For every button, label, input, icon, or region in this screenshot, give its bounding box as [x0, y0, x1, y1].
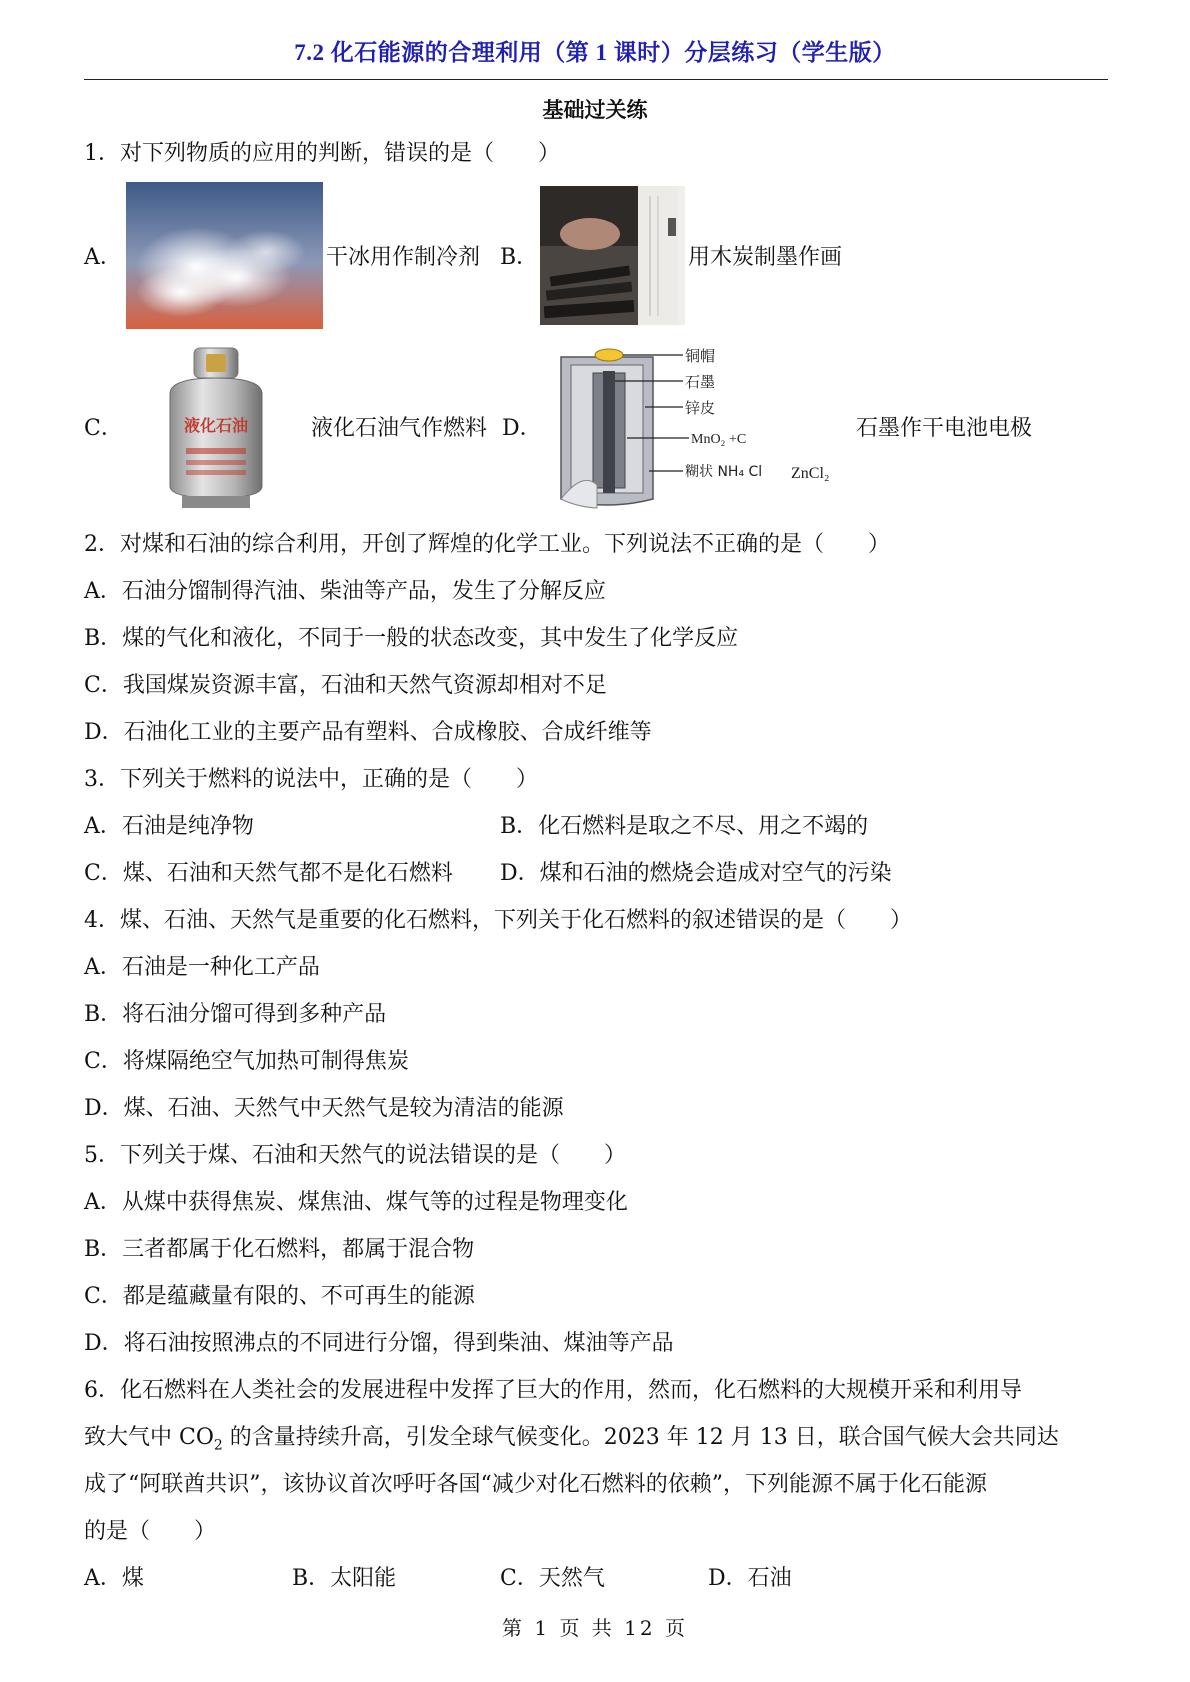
q6-option-c: C．天然气 [500, 1566, 605, 1591]
q4-stem: 4．煤、石油、天然气是重要的化石燃料，下列关于化石燃料的叙述错误的是（ ） [84, 908, 912, 933]
q2-option-d: D．石油化工业的主要产品有塑料、合成橡胶、合成纤维等 [84, 720, 652, 745]
section-title: 基础过关练 [542, 98, 648, 122]
q1-option-c-text: 液化石油气作燃料 [311, 416, 488, 441]
q5-option-b: B．三者都属于化石燃料，都属于混合物 [84, 1237, 475, 1262]
label-zncl2: ZnCl₂ [791, 465, 830, 482]
q2-option-c: C．我国煤炭资源丰富，石油和天然气资源却相对不足 [84, 673, 607, 698]
q5-option-c: C．都是蕴藏量有限的、不可再生的能源 [84, 1284, 475, 1309]
dry-battery-diagram [553, 343, 853, 511]
q3-option-c: C．煤、石油和天然气都不是化石燃料 [84, 861, 453, 886]
page-title: 7.2 化石能源的合理利用（第 1 课时）分层练习（学生版） [294, 40, 896, 65]
q3-option-d: D．煤和石油的燃烧会造成对空气的污染 [500, 861, 892, 886]
label-mno2-c: MnO₂ +C [691, 432, 747, 447]
q3-option-b: B．化石燃料是取之不尽、用之不竭的 [500, 814, 869, 839]
q1-option-a-label: A． [84, 245, 122, 270]
q2-option-a: A．石油分馏制得汽油、柴油等产品，发生了分解反应 [84, 579, 606, 604]
q1-option-b-label: B． [500, 245, 539, 270]
label-graphite: 石墨 [685, 373, 716, 391]
q2-option-b: B．煤的气化和液化，不同于一般的状态改变，其中发生了化学反应 [84, 626, 739, 651]
q1-option-d-label: D． [502, 416, 542, 441]
charcoal-drawing-image [540, 186, 685, 325]
q6-stem-line-3: 成了“阿联酋共识”，该协议首次呼吁各国“减少对化石燃料的依赖”，下列能源不属于化石能源 [84, 1472, 987, 1497]
q5-option-a: A．从煤中获得焦炭、煤焦油、煤气等的过程是物理变化 [84, 1190, 628, 1215]
q5-stem: 5．下列关于煤、石油和天然气的说法错误的是（ ） [84, 1143, 626, 1168]
q4-option-b: B．将石油分馏可得到多种产品 [84, 1002, 387, 1027]
q6-stem-line-4: 的是（ ） [84, 1519, 217, 1544]
header-divider [84, 79, 1108, 80]
q6-option-b: B．太阳能 [292, 1566, 397, 1591]
lpg-tank-image [160, 346, 272, 510]
label-copper-cap: 铜帽 [685, 347, 716, 365]
q4-option-d: D．煤、石油、天然气中天然气是较为清洁的能源 [84, 1096, 564, 1121]
q6-option-a: A．煤 [84, 1566, 144, 1591]
q2-stem: 2．对煤和石油的综合利用，开创了辉煌的化学工业。下列说法不正确的是（ ） [84, 532, 890, 557]
q1-option-a-text: 干冰用作制冷剂 [326, 245, 481, 270]
q6-line2-pre: 致大气中 CO [84, 1425, 214, 1450]
q6-line2-post: 的含量持续升高，引发全球气候变化。2023 年 12 月 13 日，联合国气候大会共同达 [222, 1425, 1059, 1450]
label-zinc-shell: 锌皮 [685, 399, 716, 417]
q1-option-b-text: 用木炭制墨作画 [688, 245, 843, 270]
q4-option-a: A．石油是一种化工产品 [84, 955, 320, 980]
q1-option-c-label: C． [84, 416, 123, 441]
q6-stem-line-1: 6．化石燃料在人类社会的发展进程中发挥了巨大的作用，然而，化石燃料的大规模开采和利用导 [84, 1378, 1023, 1403]
page-footer: 第 1 页 共 12 页 [502, 1616, 688, 1640]
q6-option-d: D．石油 [708, 1566, 792, 1591]
q6-co2-subscript: 2 [213, 1437, 223, 1454]
label-nh4cl-paste: 糊状 NH₄ Cl [685, 464, 763, 480]
q6-stem-line-2 [84, 1423, 1059, 1460]
q1-stem: 1．对下列物质的应用的判断，错误的是（ ） [84, 141, 560, 166]
q5-option-d: D．将石油按照沸点的不同进行分馏，得到柴油、煤油等产品 [84, 1331, 674, 1356]
q3-stem: 3．下列关于燃料的说法中，正确的是（ ） [84, 767, 538, 792]
q1-option-d-text: 石墨作干电池电极 [856, 416, 1033, 441]
dry-ice-image [126, 182, 323, 329]
lpg-tank-label: 液化石油 [183, 416, 249, 435]
q4-option-c: C．将煤隔绝空气加热可制得焦炭 [84, 1049, 409, 1074]
q3-option-a: A．石油是纯净物 [84, 814, 254, 839]
